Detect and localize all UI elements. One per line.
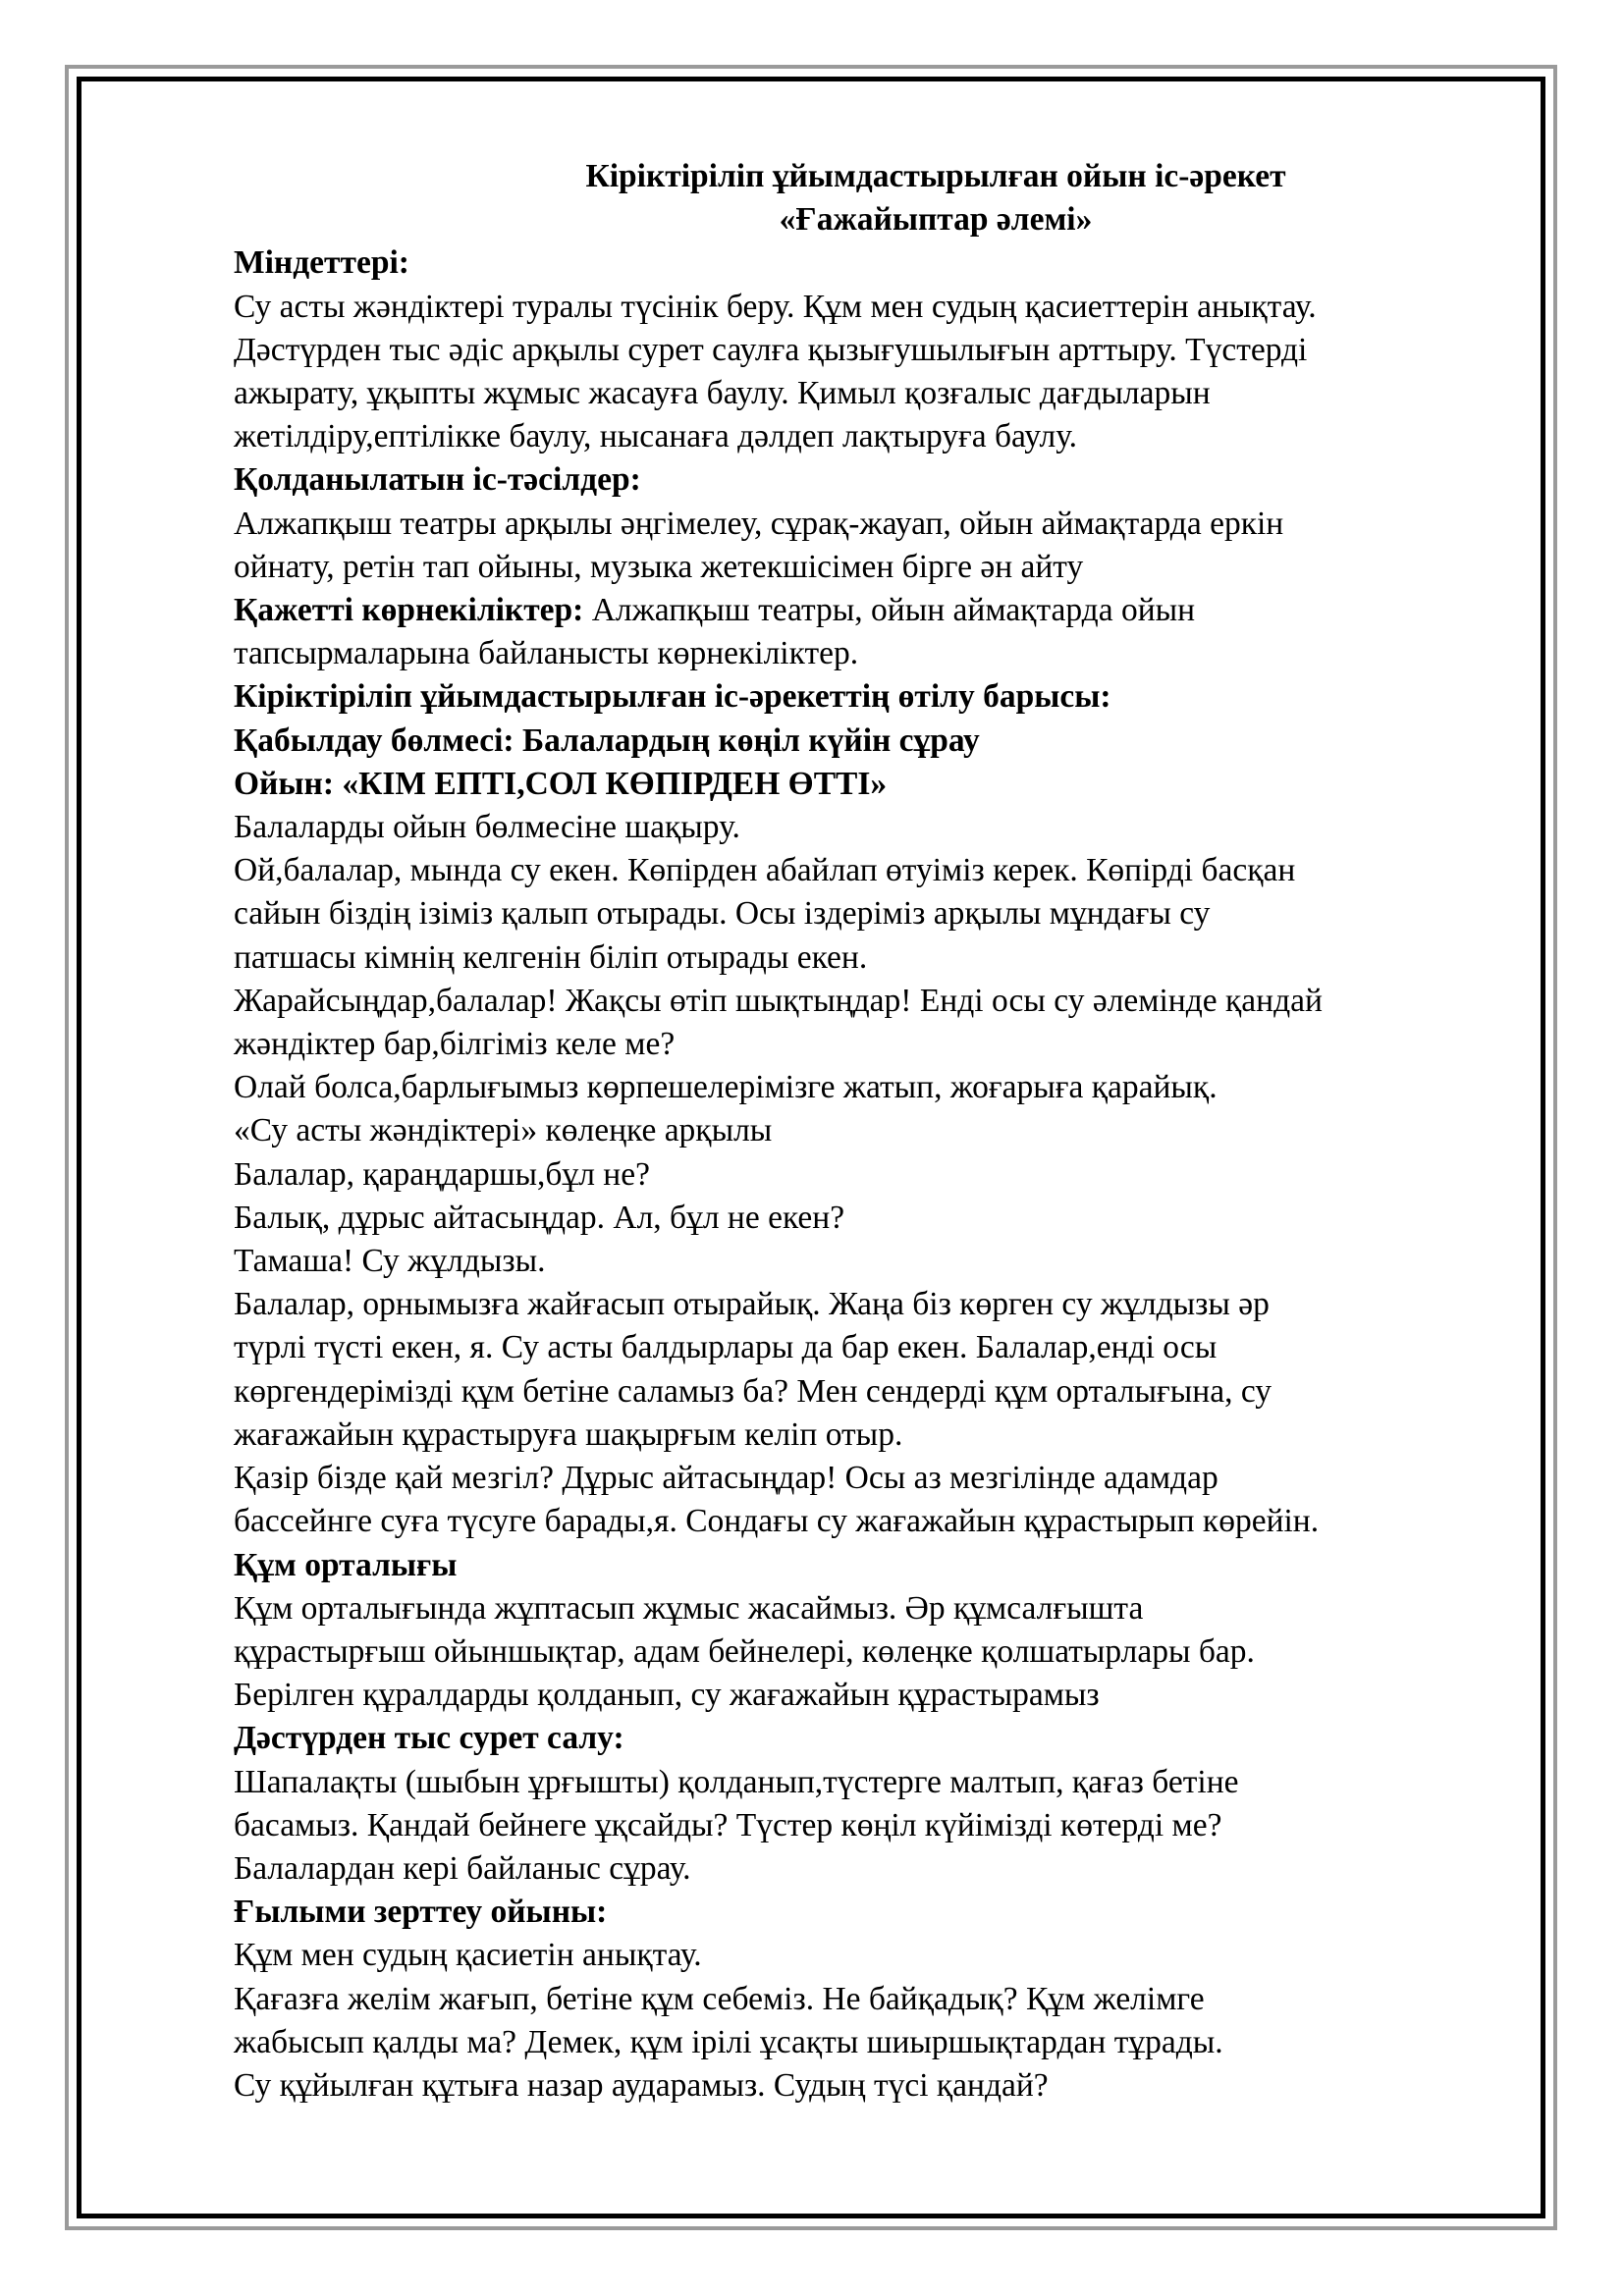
text-line bbox=[234, 503, 1510, 546]
text-line bbox=[234, 1414, 1510, 1457]
section-heading bbox=[234, 1544, 1510, 1587]
text-line bbox=[234, 2064, 1510, 2108]
text-line bbox=[234, 632, 1510, 675]
line-text: Алжапқыш театры, ойын аймақтарда ойын bbox=[583, 592, 1196, 629]
line-text: Балалардан кері байланыс сұрау. bbox=[234, 1849, 691, 1887]
line-text: ажырату, ұқыпты жұмыс жасауға баулу. Қимыл қозғалыс дағдыларын bbox=[234, 375, 1211, 412]
line-text: Олай болса,барлығымыз көрпешелерімізге жатып, жоғарыға қарайық. bbox=[234, 1069, 1218, 1106]
text-line bbox=[234, 1240, 1510, 1283]
line-text: Ой,балалар, мында су екен. Көпірден абайлап өтуіміз керек. Көпірді басқан bbox=[234, 852, 1296, 889]
line-text: сайын біздің ізіміз қалып отырады. Осы іздеріміз арқылы мұндағы су bbox=[234, 895, 1211, 933]
line-text: Балалар, орнымызға жайғасып отырайық. Жаңа біз көрген су жұлдызы әр bbox=[234, 1286, 1270, 1323]
text-line bbox=[234, 286, 1510, 329]
line-text: көргендерімізді құм бетіне саламыз ба? Мен сендерді құм орталығына, су bbox=[234, 1372, 1272, 1410]
text-line bbox=[234, 1370, 1510, 1414]
bold-label: Қолданылатын іс-тәсілдер: bbox=[234, 461, 641, 499]
text-line bbox=[234, 1457, 1510, 1500]
line-text: Құм орталығында жұптасып жұмыс жасаймыз. Әр құмсалғышта bbox=[234, 1589, 1144, 1627]
line-text: Қағазға желім жағып, бетіне құм себеміз. Не байқадық? Құм желімге bbox=[234, 1980, 1205, 2017]
text-line bbox=[234, 1153, 1510, 1197]
text-line bbox=[234, 1847, 1510, 1891]
bold-label: Дәстүрден тыс сурет салу: bbox=[234, 1720, 624, 1757]
line-text: Құм мен судың қасиетін анықтау. bbox=[234, 1937, 702, 1974]
line-text: басамыз. Қандай бейнеге ұқсайды? Түстер көңіл күйімізді көтерді ме? bbox=[234, 1806, 1222, 1843]
text-line bbox=[234, 1934, 1510, 1977]
line-text: Дәстүрден тыс әдіс арқылы сурет саулға қызығушылығын арттыру. Түстерді bbox=[234, 331, 1308, 368]
bold-label: Қабылдау бөлмесі: Балалардың көңіл күйін сұрау bbox=[234, 721, 980, 759]
text-line bbox=[234, 589, 1510, 632]
document-body bbox=[234, 155, 1510, 2108]
line-text: Су асты жәндіктері туралы түсінік беру. Құм мен судың қасиеттерін анықтау. bbox=[234, 288, 1317, 325]
text-line bbox=[234, 1587, 1510, 1630]
section-heading bbox=[234, 1891, 1510, 1934]
section-heading bbox=[234, 458, 1510, 502]
document-lines bbox=[234, 241, 1510, 2108]
text-line bbox=[234, 415, 1510, 458]
text-line bbox=[234, 546, 1510, 589]
line-text: бассейнге суға түсуге барады,я. Сондағы су жағажайын құрастырып көрейін. bbox=[234, 1503, 1320, 1540]
bold-label: Ойын: «КІМ ЕПТІ,СОЛ КӨПІРДЕН ӨТТІ» bbox=[234, 765, 888, 802]
text-line bbox=[234, 1066, 1510, 1109]
text-line bbox=[234, 1761, 1510, 1804]
bold-label: Кіріктіріліп ұйымдастырылған іс-әрекеттің өтілу барысы: bbox=[234, 678, 1111, 716]
text-line bbox=[234, 329, 1510, 372]
line-text: Берілген құралдарды қолданып, су жағажайын құрастырамыз bbox=[234, 1677, 1100, 1714]
text-line bbox=[234, 1109, 1510, 1152]
section-heading bbox=[234, 241, 1510, 285]
text-line bbox=[234, 936, 1510, 980]
section-heading bbox=[234, 675, 1510, 719]
line-text: патшасы кімнің келгенін біліп отырады екен. bbox=[234, 938, 868, 976]
document-title-line-1: Кіріктіріліп ұйымдастырылған ойын іс-әрекет bbox=[585, 158, 1286, 194]
text-line bbox=[234, 892, 1510, 935]
text-line bbox=[234, 1630, 1510, 1674]
line-text: Су құйылған құтыға назар аударамыз. Судың түсі қандай? bbox=[234, 2066, 1049, 2104]
text-line bbox=[234, 1500, 1510, 1543]
bold-label: Құм орталығы bbox=[234, 1546, 458, 1583]
line-text: құрастырғыш ойыншықтар, адам бейнелері, көлеңке қолшатырлары бар. bbox=[234, 1632, 1255, 1670]
text-line bbox=[234, 1978, 1510, 2021]
section-heading bbox=[234, 720, 1510, 763]
line-text: Алжапқыш театры арқылы әңгімелеу, сұрақ-жауап, ойын аймақтарда еркін bbox=[234, 505, 1284, 542]
text-line bbox=[234, 1326, 1510, 1369]
line-text: ойнату, ретін тап ойыны, музыка жетекшісімен бірге ән айту bbox=[234, 548, 1084, 585]
document-title-line-2: «Ғажайыптар әлемі» bbox=[779, 201, 1093, 239]
line-text: Жарайсыңдар,балалар! Жақсы өтіп шықтыңдар! Енді осы су әлемінде қандай bbox=[234, 982, 1323, 1019]
bold-label: Ғылыми зерттеу ойыны: bbox=[234, 1894, 608, 1931]
text-line bbox=[234, 1023, 1510, 1066]
text-line bbox=[234, 372, 1510, 415]
line-text: тапсырмаларына байланысты көрнекіліктер. bbox=[234, 635, 859, 672]
text-line bbox=[234, 2021, 1510, 2064]
line-text: түрлі түсті екен, я. Су асты балдырлары да бар екен. Балалар,енді осы bbox=[234, 1329, 1218, 1366]
text-line bbox=[234, 806, 1510, 849]
line-text: жәндіктер бар,білгіміз келе ме? bbox=[234, 1026, 676, 1063]
line-text: Балаларды ойын бөлмесіне шақыру. bbox=[234, 809, 740, 846]
line-text: жетілдіру,ептілікке баулу, нысанаға дәлдеп лақтыруға баулу. bbox=[234, 418, 1077, 455]
line-text: жабысып қалды ма? Демек, құм ірілі ұсақты шиыршықтардан тұрады. bbox=[234, 2023, 1223, 2060]
text-line bbox=[234, 980, 1510, 1023]
line-text: жағажайын құрастыруға шақырғым келіп отыр. bbox=[234, 1415, 903, 1453]
text-line bbox=[234, 1283, 1510, 1326]
line-text: Тамаша! Су жұлдызы. bbox=[234, 1243, 546, 1280]
text-line bbox=[234, 1197, 1510, 1240]
line-text: Балық, дұрыс айтасыңдар. Ал, бұл не екен? bbox=[234, 1199, 845, 1236]
line-text: Шапалақты (шыбын ұрғышты) қолданып,түстерге малтып, қағаз бетіне bbox=[234, 1763, 1239, 1800]
line-text: «Су асты жәндіктері» көлеңке арқылы bbox=[234, 1112, 773, 1149]
bold-label: Міндеттері: bbox=[234, 244, 409, 282]
section-heading bbox=[234, 763, 1510, 806]
line-text: Балалар, қараңдаршы,бұл не? bbox=[234, 1155, 650, 1193]
bold-label: Қажетті көрнекіліктер: bbox=[234, 592, 584, 629]
text-line bbox=[234, 1674, 1510, 1717]
text-line bbox=[234, 1804, 1510, 1847]
text-line bbox=[234, 849, 1510, 892]
line-text: Қазір бізде қай мезгіл? Дұрыс айтасыңдар! Осы аз мезгілінде адамдар bbox=[234, 1460, 1218, 1497]
section-heading bbox=[234, 1717, 1510, 1760]
